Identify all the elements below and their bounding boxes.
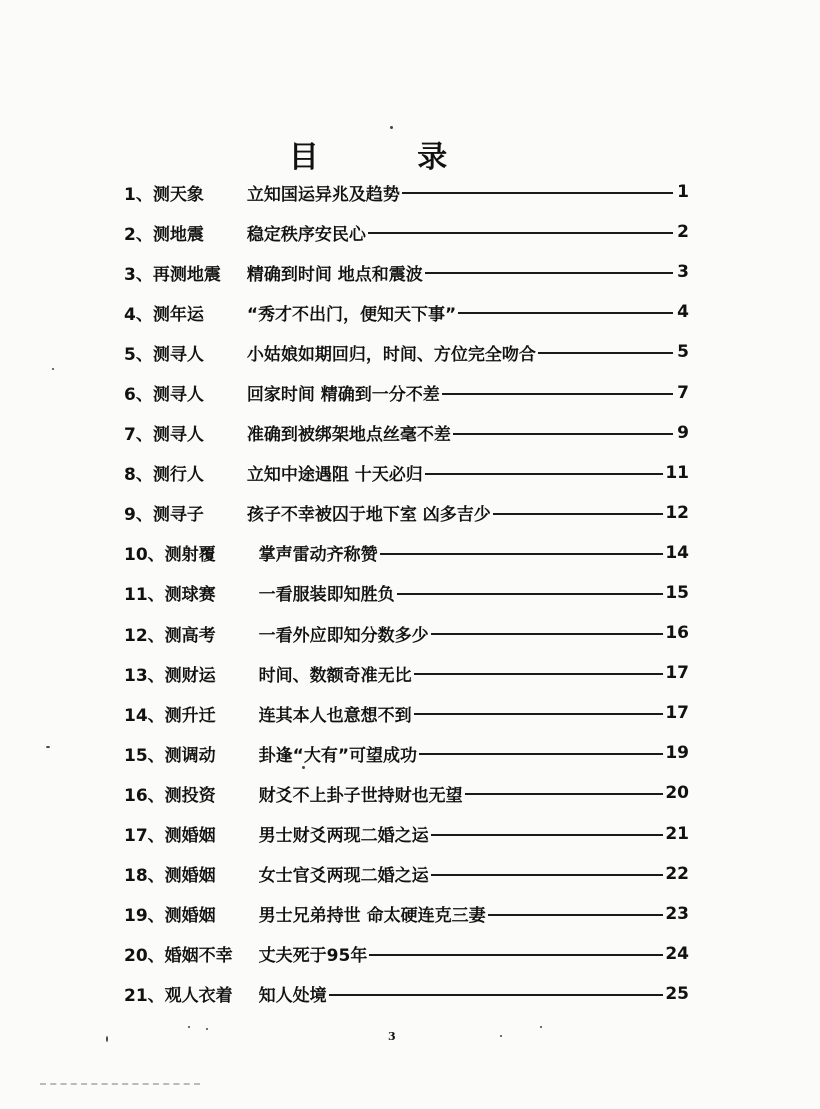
toc-entry-description: 财爻不上卦子世持财也无望: [258, 785, 463, 806]
toc-entry: [124, 252, 689, 292]
toc-entry-description: 准确到被绑架地点丝毫不差: [246, 425, 451, 446]
toc-entry-category: 测年运: [152, 304, 204, 325]
scan-speck: [500, 1035, 502, 1037]
scan-speck: [106, 1036, 108, 1042]
toc-entry-number: 3、: [124, 264, 153, 285]
toc-entry-page: 17: [665, 703, 689, 724]
toc-entry-category: 测婚姻: [164, 826, 216, 847]
toc-leader-line: [458, 312, 673, 314]
toc-leader-line: [414, 673, 664, 675]
toc-entry-number: 9、: [124, 505, 153, 526]
toc-leader-line: [465, 793, 664, 795]
scan-speck: [540, 1026, 542, 1028]
toc-entry-number: 15、: [124, 745, 165, 766]
toc-entry-category: 测寻人: [152, 385, 204, 406]
toc-entry-number: 2、: [124, 224, 153, 245]
toc-leader-line: [419, 753, 663, 755]
toc-entry-number: 14、: [124, 705, 165, 726]
toc-leader-line: [425, 272, 673, 274]
toc-entry-description: 时间、数额奇准无比: [258, 665, 412, 686]
toc-entry-page: 5: [677, 342, 689, 363]
toc-entry-number: 6、: [124, 385, 153, 406]
toc-entry-number: 11、: [124, 585, 165, 606]
toc-entry-page: 17: [665, 663, 689, 684]
scan-speck: [46, 746, 50, 748]
toc-entry-page: 12: [665, 502, 689, 523]
toc-entry: [124, 894, 689, 934]
toc-entry-number: 13、: [124, 665, 165, 686]
toc-entry: [124, 533, 689, 573]
toc-leader-line: [442, 393, 673, 395]
toc-entry-number: 7、: [124, 425, 153, 446]
toc-entry-number: 18、: [124, 866, 165, 887]
toc-entry-number: 17、: [124, 826, 165, 847]
scan-edge-mark: [40, 1083, 200, 1085]
scan-speck: [188, 1026, 190, 1028]
toc-entry-page: 21: [665, 823, 689, 844]
toc-entry-category: 测婚姻: [164, 906, 216, 927]
toc-entry-description: 一看服装即知胜负: [258, 585, 395, 606]
toc-leader-line: [414, 713, 664, 715]
toc-entry-category: 测婚姻: [164, 866, 216, 887]
toc-leader-line: [425, 473, 664, 475]
toc-leader-line: [488, 914, 664, 916]
toc-entry-description: 一看外应即知分数多少: [258, 625, 429, 646]
toc-entry-number: 20、: [124, 946, 165, 967]
toc-entry-page: 19: [665, 743, 689, 764]
toc-entry-category: 观人衣着: [164, 986, 233, 1007]
toc-entry-number: 12、: [124, 625, 165, 646]
toc-leader-line: [493, 513, 664, 515]
toc-entry-category: 测寻子: [152, 505, 204, 526]
toc-entry-page: 22: [665, 863, 689, 884]
toc-entry-number: 16、: [124, 785, 165, 806]
toc-entry-category: 测寻人: [152, 344, 204, 365]
toc-entry: [124, 934, 689, 974]
toc-entry-category: 测地震: [152, 224, 204, 245]
toc-entry-description: 小姑娘如期回归，时间、方位完全吻合: [246, 344, 536, 365]
toc-entry-page: 11: [665, 462, 689, 483]
toc-leader-line: [329, 994, 664, 996]
toc-entry-page: 23: [665, 903, 689, 924]
toc-entry: [124, 854, 689, 894]
toc-leader-line: [431, 834, 664, 836]
toc-entry-page: 15: [665, 582, 689, 603]
toc-entry-category: 测调动: [164, 745, 216, 766]
toc-entry: [124, 773, 689, 813]
toc-entry-description: 掌声雷动齐称赞: [258, 545, 378, 566]
toc-entry-page: 7: [677, 382, 689, 403]
toc-entry-number: 10、: [124, 545, 165, 566]
toc-entry-category: 测高考: [164, 625, 216, 646]
toc-entry: [124, 974, 689, 1014]
toc-leader-line: [369, 954, 663, 956]
scan-speck: [52, 368, 54, 370]
toc-entry: [124, 613, 689, 653]
toc-entry-description: 男士兄弟持世 命太硬连克三妻: [258, 906, 486, 927]
toc-leader-line: [368, 232, 673, 234]
page-number: 3: [388, 1030, 396, 1043]
toc-entry-page: 4: [677, 302, 689, 323]
toc-entry-description: 立知国运异兆及趋势: [246, 184, 400, 205]
toc-entry: [124, 573, 689, 613]
toc-entry: [124, 693, 689, 733]
toc-entry: [124, 332, 689, 372]
scan-speck: [390, 126, 393, 129]
toc-leader-line: [453, 433, 673, 435]
toc-entry: [124, 212, 689, 252]
table-of-contents: [124, 172, 689, 1014]
toc-leader-line: [431, 874, 664, 876]
toc-entry-category: 测投资: [164, 785, 216, 806]
toc-entry-category: 测升迁: [164, 705, 216, 726]
toc-entry-page: 20: [665, 783, 689, 804]
toc-entry-category: 再测地震: [152, 264, 221, 285]
toc-entry-page: 9: [677, 422, 689, 443]
toc-entry: [124, 372, 689, 412]
toc-entry-description: 知人处境: [258, 986, 327, 1007]
toc-entry-number: 1、: [124, 184, 153, 205]
toc-leader-line: [538, 352, 673, 354]
toc-entry-description: 卦逢“大有”可望成功: [258, 745, 418, 766]
toc-entry-description: 立知中途遇阻 十天必归: [246, 465, 423, 486]
toc-entry: [124, 493, 689, 533]
toc-entry: [124, 814, 689, 854]
toc-entry: [124, 172, 689, 212]
toc-entry-number: 8、: [124, 465, 153, 486]
toc-entry-page: 1: [677, 182, 689, 203]
toc-entry-category: 测行人: [152, 465, 204, 486]
toc-entry-description: 孩子不幸被囚于地下室 凶多吉少: [246, 505, 491, 526]
toc-entry-description: 女士官爻两现二婚之运: [258, 866, 429, 887]
toc-entry-category: 测寻人: [152, 425, 204, 446]
toc-entry-category: 测球赛: [164, 585, 216, 606]
toc-entry-page: 14: [665, 542, 689, 563]
toc-entry-description: 丈夫死于95年: [258, 946, 368, 967]
toc-entry-page: 3: [677, 262, 689, 283]
toc-entry: [124, 453, 689, 493]
toc-entry-description: 回家时间 精确到一分不差: [246, 385, 440, 406]
toc-entry-category: 婚姻不幸: [164, 946, 233, 967]
toc-entry-number: 19、: [124, 906, 165, 927]
toc-entry: [124, 292, 689, 332]
toc-entry-description: 精确到时间 地点和震波: [246, 264, 423, 285]
toc-entry-category: 测财运: [164, 665, 216, 686]
toc-entry-category: 测射覆: [164, 545, 216, 566]
toc-entry-page: 16: [665, 623, 689, 644]
toc-leader-line: [397, 593, 664, 595]
toc-entry-description: 连其本人也意想不到: [258, 705, 412, 726]
scan-speck: [206, 1028, 208, 1030]
toc-entry: [124, 413, 689, 453]
scan-speck: [302, 766, 305, 769]
toc-leader-line: [431, 633, 664, 635]
toc-entry-page: 2: [677, 222, 689, 243]
toc-entry: [124, 653, 689, 693]
toc-entry-number: 21、: [124, 986, 165, 1007]
toc-entry-page: 24: [665, 943, 689, 964]
toc-entry-page: 25: [665, 983, 689, 1004]
toc-entry-category: 测天象: [152, 184, 204, 205]
toc-entry-number: 4、: [124, 304, 153, 325]
toc-entry: [124, 733, 689, 773]
toc-entry-description: 男士财爻两现二婚之运: [258, 826, 429, 847]
toc-entry-description: 稳定秩序安民心: [246, 224, 366, 245]
toc-entry-number: 5、: [124, 344, 153, 365]
toc-entry-description: “秀才不出门，便知天下事”: [246, 304, 457, 325]
toc-leader-line: [402, 192, 673, 194]
toc-leader-line: [380, 553, 664, 555]
page-title: 目 录: [288, 140, 492, 175]
